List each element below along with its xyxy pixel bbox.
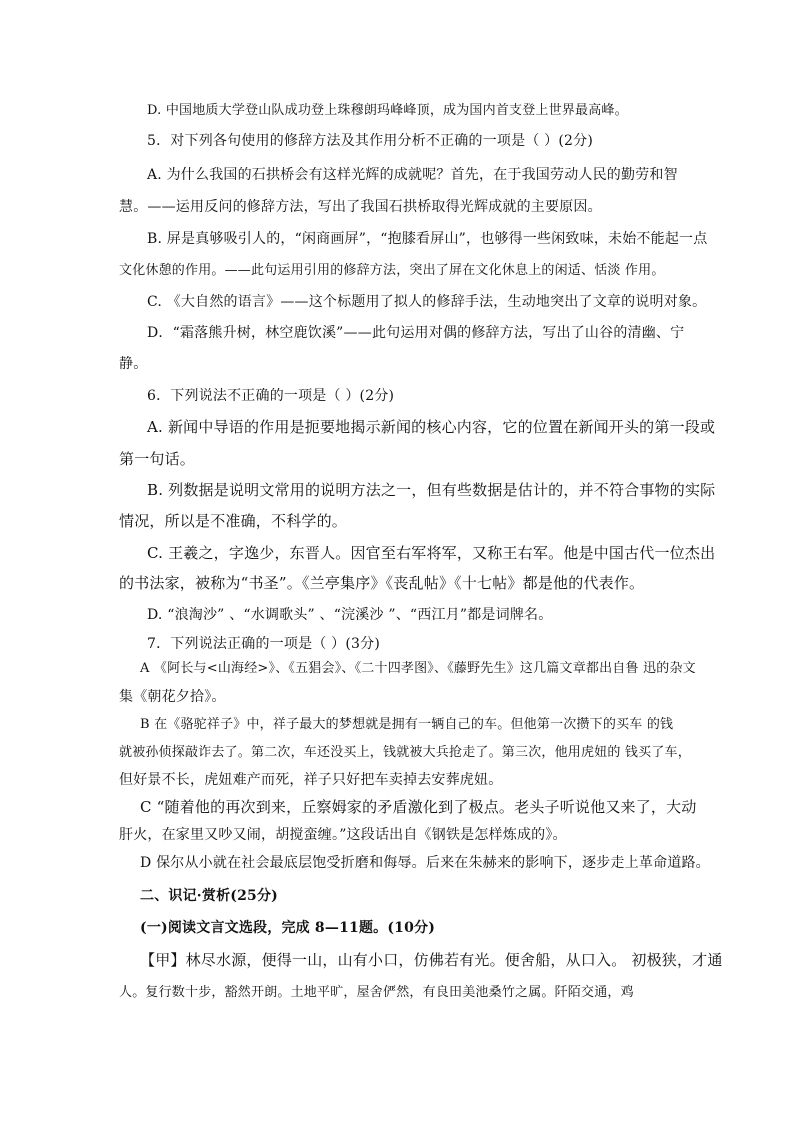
q7-option-b-cont2: 但好景不长，虎妞难产而死，祥子只好把车卖掉去安葬虎妞。 <box>119 772 503 788</box>
q6-option-a: A. 新闻中导语的作用是扼要地揭示新闻的核心内容，它的位置在新闻开头的第一段或 <box>147 418 716 436</box>
passage-jia-line1: 【甲】林尽水源，便得一山，山有小口，仿佛若有光。便舍船，从口入。 初极狭，才通 <box>140 951 723 969</box>
q4-option-d: D. 中国地质大学登山队成功登上珠穆朗玛峰峰顶，成为国内首支登上世界最高峰。 <box>147 103 628 118</box>
passage-jia-line2: 人。复行数十步，豁然开朗。土地平旷，屋舍俨然，有良田美池桑竹之属。阡陌交通，鸡 <box>119 985 634 1000</box>
q7-option-b-cont1: 就被孙侦探敲诈去了。第二次，车还没买上，钱就被大兵抢走了。第三次，他用虎妞的 钱买了车， <box>119 745 691 760</box>
q6-option-a-cont: 第一句话。 <box>119 450 196 468</box>
q7-option-a-cont: 集《朝花夕拾》。 <box>119 689 226 705</box>
q5-option-b: B. 屏是真够吸引人的，“闲商画屏”，“抱膝看屏山”，也够得一些闲致味，未始不能起一点 <box>147 231 708 247</box>
q6-option-b: B. 列数据是说明文常用的说明方法之一，但有些数据是估计的，并不符合事物的实际 <box>147 481 716 499</box>
question-7-stem: 7．下列说法正确的一项是（ ）(3分) <box>147 636 380 652</box>
q5-option-d-cont: 静。 <box>119 356 148 372</box>
q6-option-d: D. “浪淘沙” 、“水调歌头” 、“浣溪沙 ”、“西江月”都是词牌名。 <box>147 607 553 623</box>
subsection-1-heading: (一)阅读文言文选段，完成 8—11题。(10分) <box>140 920 436 936</box>
q5-option-a-cont: 慧。——运用反问的修辞方法，写出了我国石拱桥取得光辉成就的主要原因。 <box>119 199 602 215</box>
q7-option-d: D 保尔从小就在社会最底层饱受折磨和侮辱。后来在朱赫来的影响下，逐步走上革命道路。 <box>140 855 710 871</box>
q5-option-b-cont: 文化休憩的作用。——此句运用引用的修辞方法，突出了屏在文化休息上的闲适、恬淡 作用。 <box>119 263 665 278</box>
question-5-stem: 5．对下列各句使用的修辞方法及其作用分析不正确的一项是（ ）(2分) <box>147 133 593 149</box>
q7-option-c: C “随着他的再次到来，丘察姆家的矛盾激化到了极点。老头子听说他又来了，大动 <box>140 798 697 816</box>
q5-option-a: A. 为什么我国的石拱桥会有这样光辉的成就呢？首先，在于我国劳动人民的勤劳和智 <box>147 167 678 183</box>
q5-option-c: C. 《大自然的语言》——这个标题用了拟人的修辞手法，生动地突出了文章的说明对象。 <box>147 294 707 310</box>
q7-option-b: B 在《骆驼祥子》中，祥子最大的梦想就是拥有一辆自己的车。但他第一次攒下的买车 的钱 <box>140 717 674 732</box>
q6-option-c: C. 王羲之，字逸少，东晋人。因官至右军将军，又称王右军。他是中国古代一位杰出 <box>147 544 716 562</box>
question-6-stem: 6．下列说法不正确的一项是（ ）(2分) <box>147 388 395 404</box>
q6-option-b-cont: 情况，所以是不准确，不科学的。 <box>119 512 348 530</box>
q6-option-c-cont: 的书法家，被称为“书圣”。《兰亭集序》《丧乱帖》《十七帖》都是他的代表作。 <box>119 574 645 592</box>
section-2-heading: 二、识记·赏析(25分) <box>140 888 279 904</box>
q5-option-d: D．“霜落熊升树，林空鹿饮溪”——此句运用对偶的修辞方法，写出了山谷的清幽、宁 <box>147 325 685 341</box>
q7-option-c-cont: 肝火，在家里又吵又闹，胡搅蛮缠。”这段话出自《钢铁是怎样炼成的》。 <box>119 827 567 843</box>
q7-option-a: A 《阿长与<山海经>》、《五猖会》、《二十四孝图》、《藤野先生》这几篇文章都出自鲁 迅的杂文 <box>140 661 696 676</box>
